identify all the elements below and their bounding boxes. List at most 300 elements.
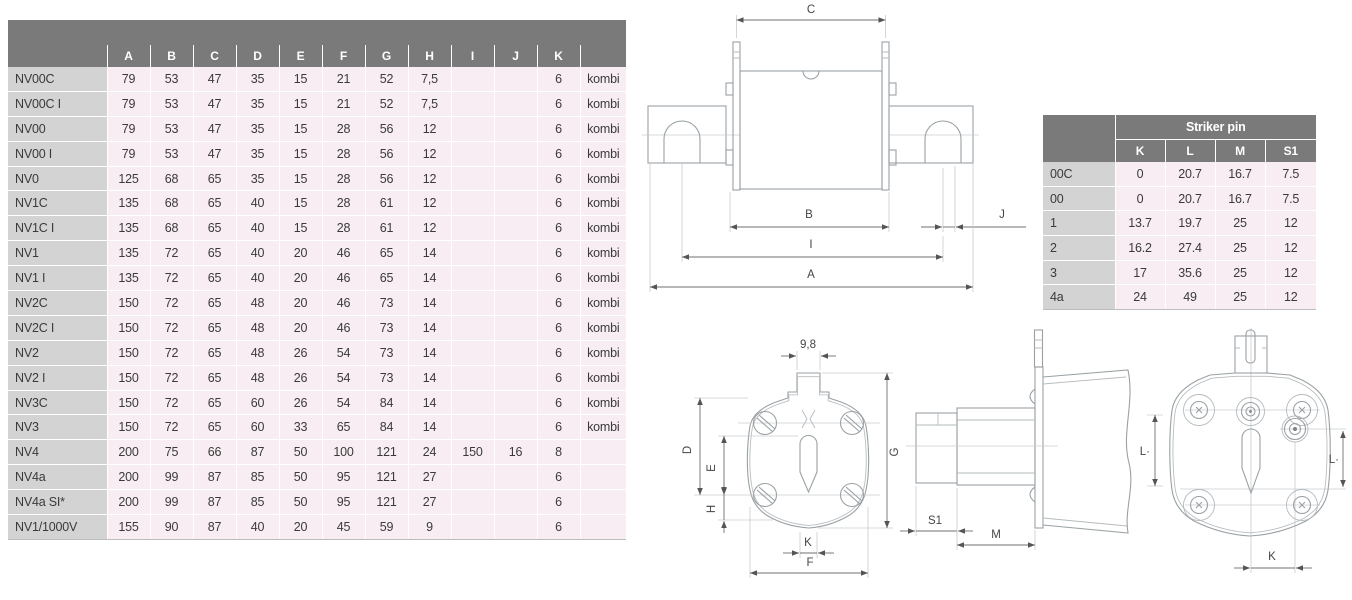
value-cell: 12 [408, 141, 451, 166]
fuse-body-side [1043, 370, 1131, 533]
value-cell: 79 [107, 67, 150, 91]
value-cell: 17 [1115, 260, 1165, 285]
fuse-size-label: NV4a SI* [8, 490, 107, 515]
value-cell: 21 [322, 91, 365, 116]
value-cell: 20 [279, 266, 322, 291]
table-row [1043, 236, 1316, 261]
value-cell [494, 415, 537, 440]
value-cell: 49 [1165, 285, 1215, 310]
value-cell: 46 [322, 291, 365, 316]
dim-label-l: L· [1328, 454, 1339, 466]
value-cell: 20 [279, 291, 322, 316]
column-header: M [1215, 140, 1265, 163]
value-cell: 85 [236, 465, 279, 490]
fuse-size-label: NV3C [8, 390, 107, 415]
table-row [8, 91, 626, 116]
value-cell: kombi [580, 291, 626, 316]
fuse-size-label: 00 [1043, 186, 1115, 211]
center-rivet [1237, 398, 1265, 426]
value-cell: 60 [236, 390, 279, 415]
value-cell: 6 [537, 390, 580, 415]
center-slot [800, 436, 817, 493]
right-end-cap [882, 42, 889, 190]
value-cell [494, 216, 537, 241]
value-cell: kombi [580, 365, 626, 390]
value-cell: 65 [322, 415, 365, 440]
value-cell: 20 [279, 241, 322, 266]
value-cell: 20 [279, 315, 322, 340]
dimension-table-body [8, 67, 626, 539]
value-cell: 48 [236, 340, 279, 365]
value-cell: 65 [193, 266, 236, 291]
value-cell: 15 [279, 141, 322, 166]
value-cell [451, 291, 494, 316]
value-cell [451, 315, 494, 340]
value-cell: 26 [279, 365, 322, 390]
value-cell: 125 [107, 166, 150, 191]
value-cell: 121 [365, 465, 408, 490]
table-row [8, 241, 626, 266]
dim-label-k: K [804, 537, 812, 549]
value-cell [451, 191, 494, 216]
column-header: J [494, 45, 537, 68]
value-cell: 87 [193, 515, 236, 540]
table-row [8, 116, 626, 141]
dimension-table [8, 20, 626, 540]
value-cell: 68 [150, 191, 193, 216]
value-cell: 40 [236, 191, 279, 216]
value-cell: 16.7 [1215, 162, 1265, 186]
value-cell [451, 91, 494, 116]
value-cell: 47 [193, 91, 236, 116]
header-top-band [8, 20, 626, 45]
value-cell: kombi [580, 266, 626, 291]
value-cell: 12 [1265, 236, 1316, 261]
column-header: G [365, 45, 408, 68]
value-cell: 25 [1215, 260, 1265, 285]
value-cell: 53 [150, 116, 193, 141]
value-cell: kombi [580, 191, 626, 216]
value-cell: 25 [1215, 236, 1265, 261]
value-cell: 56 [365, 141, 408, 166]
value-cell: 14 [408, 291, 451, 316]
value-cell: 48 [236, 365, 279, 390]
value-cell [580, 490, 626, 515]
value-cell: 14 [408, 266, 451, 291]
value-cell: 6 [537, 91, 580, 116]
dim-label-d: D [682, 445, 694, 455]
value-cell: 150 [451, 440, 494, 465]
fuse-size-label: NV1C [8, 191, 107, 216]
value-cell: 16 [494, 440, 537, 465]
value-cell: 48 [236, 291, 279, 316]
left-blade-slot [664, 121, 700, 163]
value-cell: 50 [279, 440, 322, 465]
value-cell [451, 166, 494, 191]
value-cell: kombi [580, 91, 626, 116]
striker-pin-base [957, 408, 1035, 485]
value-cell: 48 [236, 315, 279, 340]
column-header: D [236, 45, 279, 68]
table-row [1043, 162, 1316, 186]
value-cell: 72 [150, 365, 193, 390]
value-cell [494, 266, 537, 291]
value-cell: 45 [322, 515, 365, 540]
fuse-size-label: NV2 [8, 340, 107, 365]
value-cell: 79 [107, 141, 150, 166]
value-cell: 75 [150, 440, 193, 465]
column-header: L [1165, 140, 1215, 163]
fuse-size-label: NV1/1000V [8, 515, 107, 540]
value-cell: 35.6 [1165, 260, 1215, 285]
value-cell: 121 [365, 490, 408, 515]
value-cell: kombi [580, 216, 626, 241]
striker-corner-cell [1043, 115, 1115, 162]
fuse-size-label: 2 [1043, 236, 1115, 261]
fuse-front-view-drawing [638, 2, 1038, 297]
value-cell: 100 [322, 440, 365, 465]
value-cell: 12 [1265, 211, 1316, 236]
value-cell: 7.5 [1265, 186, 1316, 211]
value-cell: 7,5 [408, 91, 451, 116]
dim-label-m: M [991, 529, 1001, 541]
value-cell: 6 [537, 116, 580, 141]
value-cell: 65 [193, 415, 236, 440]
fuse-size-label: 1 [1043, 211, 1115, 236]
value-cell: 73 [365, 365, 408, 390]
value-cell: 72 [150, 266, 193, 291]
value-cell: 87 [193, 490, 236, 515]
table-row [8, 141, 626, 166]
value-cell: 150 [107, 340, 150, 365]
value-cell: 14 [408, 390, 451, 415]
value-cell: 6 [537, 266, 580, 291]
value-cell: 53 [150, 67, 193, 91]
value-cell: 28 [322, 191, 365, 216]
dim-label-9-8: 9,8 [800, 339, 816, 351]
value-cell: 0 [1115, 162, 1165, 186]
value-cell: 28 [322, 216, 365, 241]
value-cell: 40 [236, 515, 279, 540]
value-cell: 65 [193, 216, 236, 241]
value-cell: 72 [150, 291, 193, 316]
value-cell [451, 241, 494, 266]
value-cell [451, 340, 494, 365]
table-row [8, 440, 626, 465]
value-cell: 95 [322, 490, 365, 515]
column-header: K [537, 45, 580, 68]
value-cell: 14 [408, 315, 451, 340]
value-cell: 72 [150, 415, 193, 440]
value-cell: 7,5 [408, 67, 451, 91]
value-cell: 35 [236, 141, 279, 166]
dim-label-l: L· [1139, 446, 1150, 458]
fuse-size-label: NV2C [8, 291, 107, 316]
value-cell: 20.7 [1165, 186, 1215, 211]
value-cell [494, 141, 537, 166]
value-cell: 61 [365, 216, 408, 241]
value-cell: 68 [150, 216, 193, 241]
striker-pin-tip [916, 413, 957, 483]
fuse-side-view-drawing [898, 328, 1164, 600]
value-cell: 33 [279, 415, 322, 440]
fuse-size-label: NV2C I [8, 315, 107, 340]
value-cell: 14 [408, 241, 451, 266]
value-cell: 27 [408, 465, 451, 490]
fuse-size-label: NV4 [8, 440, 107, 465]
value-cell: 73 [365, 291, 408, 316]
column-header: K [1115, 140, 1165, 163]
header-letters-row [8, 45, 626, 68]
top-notch [803, 71, 819, 79]
value-cell: 6 [537, 415, 580, 440]
value-cell: 9 [408, 515, 451, 540]
top-tab [1035, 330, 1043, 367]
value-cell: 65 [365, 266, 408, 291]
value-cell [451, 415, 494, 440]
table-row [8, 67, 626, 91]
value-cell: 15 [279, 116, 322, 141]
left-end-cap [733, 42, 740, 190]
value-cell: 52 [365, 67, 408, 91]
value-cell: 65 [365, 241, 408, 266]
table-row [8, 390, 626, 415]
column-header: F [322, 45, 365, 68]
striker-title-row [1043, 115, 1316, 140]
value-cell: 35 [236, 91, 279, 116]
value-cell: 65 [193, 315, 236, 340]
value-cell [494, 166, 537, 191]
fuse-end-body-outline [747, 373, 868, 528]
table-row [8, 216, 626, 241]
value-cell: 135 [107, 266, 150, 291]
value-cell [494, 67, 537, 91]
value-cell: 15 [279, 91, 322, 116]
dim-label-j: J [999, 209, 1005, 221]
striker-indicator-mark [802, 410, 815, 428]
value-cell: 6 [537, 141, 580, 166]
value-cell: 40 [236, 241, 279, 266]
dimension-table-header [8, 20, 626, 67]
column-header: I [451, 45, 494, 68]
value-cell: 15 [279, 191, 322, 216]
column-header: B [150, 45, 193, 68]
table-row [8, 365, 626, 390]
value-cell [451, 515, 494, 540]
left-blade-contact [648, 106, 726, 163]
value-cell [494, 241, 537, 266]
value-cell [451, 141, 494, 166]
value-cell: 87 [193, 465, 236, 490]
table-row [8, 415, 626, 440]
value-cell [580, 440, 626, 465]
fuse-size-label: NV1C I [8, 216, 107, 241]
value-cell [494, 291, 537, 316]
value-cell [494, 465, 537, 490]
value-cell: 46 [322, 315, 365, 340]
value-cell: 68 [150, 166, 193, 191]
value-cell: 85 [236, 490, 279, 515]
dim-label-e: E [706, 464, 718, 472]
value-cell: 47 [193, 116, 236, 141]
value-cell: 12 [408, 166, 451, 191]
value-cell: 12 [1265, 260, 1316, 285]
value-cell [494, 340, 537, 365]
value-cell: 40 [236, 266, 279, 291]
value-cell: kombi [580, 166, 626, 191]
value-cell: 72 [150, 315, 193, 340]
value-cell: 35 [236, 166, 279, 191]
value-cell: 150 [107, 315, 150, 340]
value-cell: 40 [236, 216, 279, 241]
value-cell: kombi [580, 390, 626, 415]
table-row [1043, 211, 1316, 236]
fuse-end-view-drawing [678, 322, 908, 597]
value-cell: 53 [150, 141, 193, 166]
value-cell: 0 [1115, 186, 1165, 211]
value-cell: kombi [580, 67, 626, 91]
value-cell [451, 490, 494, 515]
table-row [8, 191, 626, 216]
value-cell: 155 [107, 515, 150, 540]
value-cell: 6 [537, 191, 580, 216]
column-header: A [107, 45, 150, 68]
value-cell: 20.7 [1165, 162, 1215, 186]
value-cell: 65 [193, 340, 236, 365]
value-cell: 65 [193, 241, 236, 266]
column-header: C [193, 45, 236, 68]
value-cell: 6 [537, 315, 580, 340]
value-cell: 24 [408, 440, 451, 465]
value-cell: 35 [236, 116, 279, 141]
value-cell: 6 [537, 490, 580, 515]
value-cell: 46 [322, 266, 365, 291]
value-cell: 65 [193, 166, 236, 191]
value-cell: 65 [193, 191, 236, 216]
value-cell [494, 91, 537, 116]
table-row [8, 465, 626, 490]
dim-label-a: A [807, 269, 815, 281]
value-cell: 28 [322, 141, 365, 166]
value-cell: 12 [408, 216, 451, 241]
value-cell: 14 [408, 365, 451, 390]
value-cell: 61 [365, 191, 408, 216]
value-cell: 15 [279, 216, 322, 241]
value-cell: 6 [537, 216, 580, 241]
value-cell: 6 [537, 67, 580, 91]
table-row [1043, 285, 1316, 310]
table-row [1043, 260, 1316, 285]
value-cell: 135 [107, 191, 150, 216]
fuse-size-label: NV1 I [8, 266, 107, 291]
value-cell: 66 [193, 440, 236, 465]
striker-table-header [1043, 115, 1316, 162]
value-cell [451, 266, 494, 291]
column-header [8, 45, 107, 68]
mounting-plate [1035, 367, 1043, 528]
value-cell: 16.2 [1115, 236, 1165, 261]
fuse-size-label: NV00 I [8, 141, 107, 166]
value-cell: 150 [107, 365, 150, 390]
value-cell [580, 465, 626, 490]
value-cell: 8 [537, 440, 580, 465]
fuse-size-label: 4a [1043, 285, 1115, 310]
value-cell [451, 116, 494, 141]
column-header [580, 45, 626, 68]
value-cell: 16.7 [1215, 186, 1265, 211]
value-cell: 150 [107, 415, 150, 440]
fuse-body [740, 71, 882, 189]
value-cell: 200 [107, 490, 150, 515]
value-cell [451, 465, 494, 490]
value-cell: 28 [322, 116, 365, 141]
value-cell [494, 390, 537, 415]
value-cell: 6 [537, 166, 580, 191]
value-cell: 72 [150, 241, 193, 266]
value-cell: 12 [1265, 285, 1316, 310]
value-cell: 135 [107, 241, 150, 266]
column-header: H [408, 45, 451, 68]
value-cell: 99 [150, 490, 193, 515]
value-cell: 56 [365, 166, 408, 191]
striker-table-title: Striker pin [1115, 115, 1316, 140]
dim-label-f: F [806, 557, 814, 569]
value-cell [451, 67, 494, 91]
table-row [8, 266, 626, 291]
dim-label-s1: S1 [927, 515, 943, 527]
value-cell: 54 [322, 365, 365, 390]
value-cell: 14 [408, 415, 451, 440]
value-cell: 14 [408, 340, 451, 365]
value-cell: kombi [580, 315, 626, 340]
value-cell: 52 [365, 91, 408, 116]
value-cell: 19.7 [1165, 211, 1215, 236]
value-cell: 15 [279, 166, 322, 191]
value-cell: 25 [1215, 211, 1265, 236]
striker-table-body [1043, 162, 1316, 310]
value-cell: 200 [107, 465, 150, 490]
value-cell: 24 [1115, 285, 1165, 310]
value-cell: 47 [193, 141, 236, 166]
value-cell: 65 [193, 390, 236, 415]
dim-label-g: G [889, 447, 901, 457]
value-cell [494, 315, 537, 340]
value-cell: 46 [322, 241, 365, 266]
header-band [8, 20, 626, 45]
value-cell: 6 [537, 465, 580, 490]
table-row [8, 166, 626, 191]
table-row [8, 315, 626, 340]
value-cell: 84 [365, 390, 408, 415]
value-cell: 50 [279, 465, 322, 490]
fuse-rear-view-drawing [1150, 328, 1352, 600]
value-cell: 54 [322, 340, 365, 365]
value-cell: 13.7 [1115, 211, 1165, 236]
fuse-size-label: NV2 I [8, 365, 107, 390]
value-cell: 150 [107, 291, 150, 316]
value-cell: 150 [107, 390, 150, 415]
value-cell: kombi [580, 141, 626, 166]
value-cell [451, 216, 494, 241]
fuse-size-label: NV4a [8, 465, 107, 490]
fuse-size-label: NV00 [8, 116, 107, 141]
value-cell: 73 [365, 315, 408, 340]
table-row [8, 490, 626, 515]
value-cell: 72 [150, 340, 193, 365]
table-row [8, 340, 626, 365]
value-cell: 6 [537, 241, 580, 266]
value-cell: 56 [365, 116, 408, 141]
